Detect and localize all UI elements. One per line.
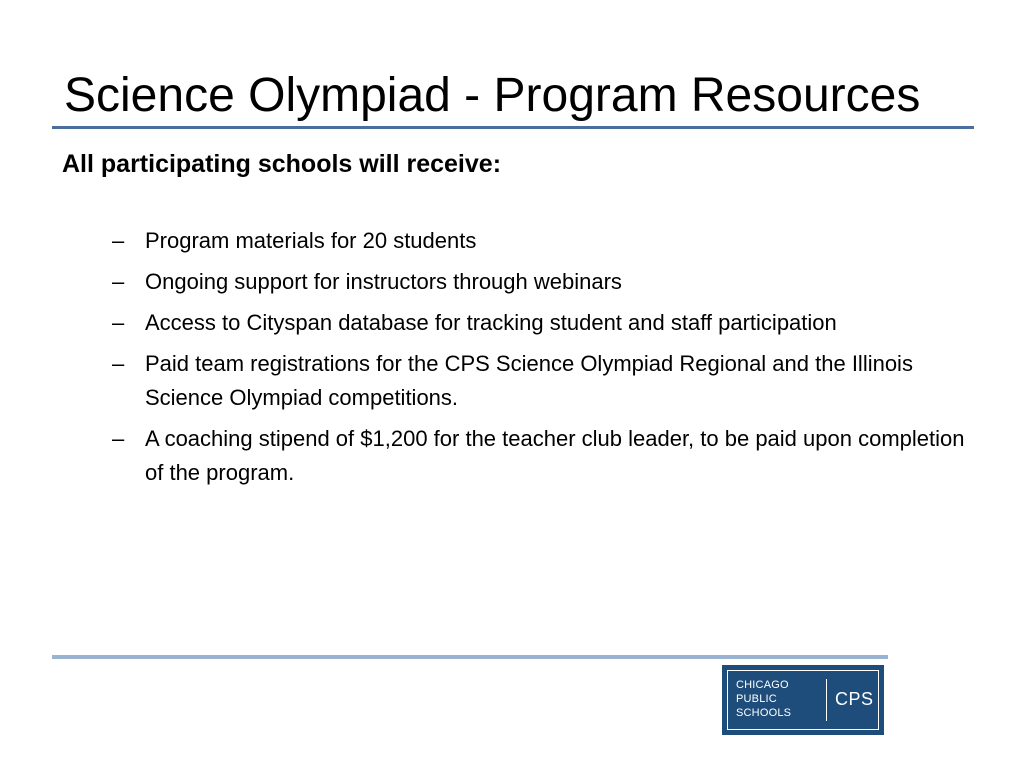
cps-logo bbox=[722, 665, 884, 735]
bullet-text: Access to Cityspan database for tracking student and staff participation bbox=[145, 310, 837, 335]
title-rule bbox=[52, 126, 974, 129]
logo-name-line: SCHOOLS bbox=[736, 707, 792, 719]
logo-name-line: CHICAGO bbox=[736, 679, 789, 691]
logo-abbreviation: CPS bbox=[835, 689, 874, 709]
list-item bbox=[112, 347, 972, 415]
bullet-dash: – bbox=[112, 351, 125, 376]
bullet-text: A coaching stipend of $1,200 for the teacher club leader, to be paid upon completion of the program. bbox=[145, 426, 965, 485]
slide-title: Science Olympiad - Program Resources bbox=[64, 69, 921, 122]
bullet-dash: – bbox=[112, 426, 125, 451]
list-item bbox=[112, 265, 972, 299]
bullet-dash: – bbox=[112, 310, 125, 335]
section-heading: All participating schools will receive: bbox=[62, 150, 502, 178]
list-item bbox=[112, 422, 972, 490]
bullet-dash: – bbox=[112, 269, 125, 294]
logo-name-line: PUBLIC bbox=[736, 693, 777, 705]
logo-name bbox=[736, 678, 791, 720]
list-item bbox=[112, 224, 972, 258]
bullet-text: Program materials for 20 students bbox=[145, 228, 477, 253]
bullet-list bbox=[112, 224, 972, 497]
footer-rule bbox=[52, 655, 888, 659]
list-item bbox=[112, 306, 972, 340]
bullet-dash: – bbox=[112, 228, 125, 253]
logo-divider bbox=[826, 679, 827, 721]
bullet-text: Ongoing support for instructors through webinars bbox=[145, 269, 622, 294]
bullet-text: Paid team registrations for the CPS Science Olympiad Regional and the Illinois Science Olympiad competitions. bbox=[145, 351, 913, 410]
